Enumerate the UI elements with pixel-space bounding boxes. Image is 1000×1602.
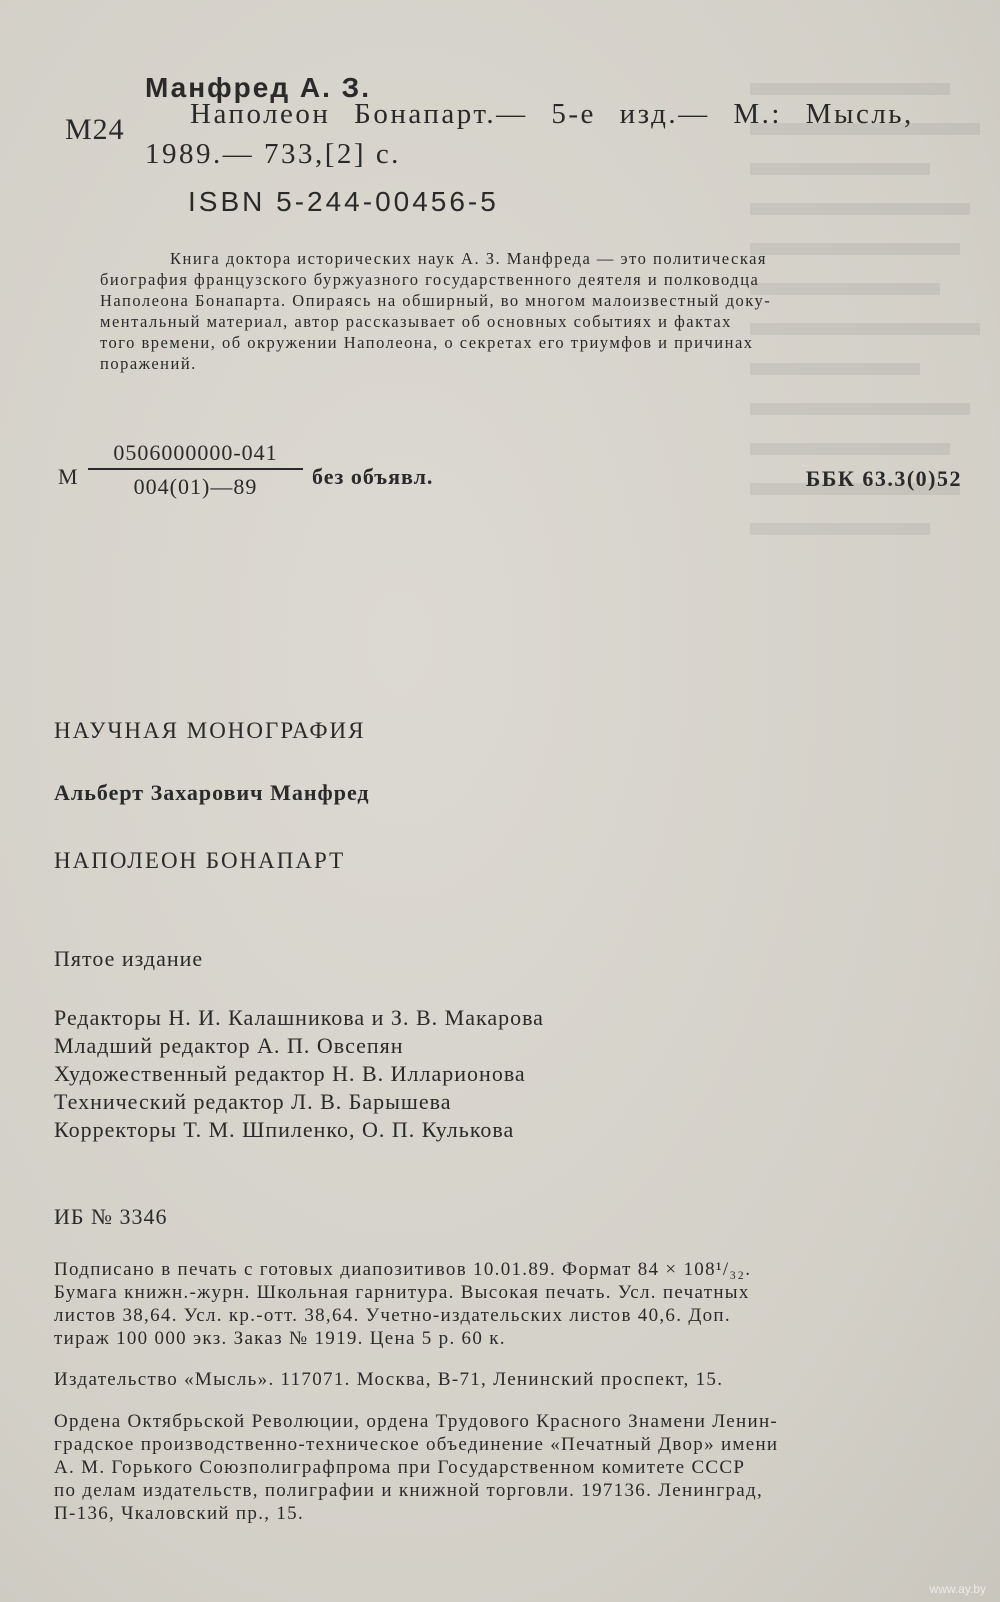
annotation-line: биография французского буржуазного государственного деятеля и полководца <box>100 270 760 289</box>
editor-line: Корректоры Т. М. Шпиленко, О. П. Кулькова <box>54 1117 515 1142</box>
publisher: Издательство «Мысль». 117071. Москва, В-71, Ленинский проспект, 15. <box>54 1369 724 1390</box>
print-details <box>54 1258 954 1350</box>
fraction-numerator: 0506000000-041 <box>88 440 303 470</box>
print-detail-line: Бумага книжн.-журн. Школьная гарнитура. Высокая печать. Усл. печатных <box>54 1282 750 1303</box>
annotation-line: поражений. <box>100 354 197 373</box>
annotation-line: Наполеона Бонапарта. Опираясь на обширный, во многом малоизвестный доку- <box>100 291 772 310</box>
book-title: НАПОЛЕОН БОНАПАРТ <box>54 848 346 873</box>
author-full: Альберт Захарович Манфред <box>54 780 370 805</box>
fraction-denominator: 004(01)—89 <box>133 474 258 499</box>
bbk-code: ББК 63.3(0)52 <box>805 466 962 491</box>
watermark: www.ay.by <box>929 1582 986 1596</box>
catalog-title-line: Наполеон Бонапарт.— 5-е изд.— М.: Мысль, <box>190 98 914 130</box>
edition: Пятое издание <box>54 946 204 971</box>
catalog-author: Манфред А. З. <box>145 72 371 103</box>
printer-line: П-136, Чкаловский пр., 15. <box>54 1503 304 1524</box>
annotation-line: ментальный материал, автор рассказывает об основных событиях и фактах <box>100 312 732 331</box>
editor-line: Художественный редактор Н. В. Илларионова <box>54 1061 526 1086</box>
printer-line: Ордена Октябрьской Революции, ордена Трудового Красного Знамени Ленин- <box>54 1411 779 1432</box>
ib-number: ИБ № 3346 <box>54 1204 168 1229</box>
editor-line: Редакторы Н. И. Калашникова и З. В. Макарова <box>54 1005 544 1030</box>
print-detail-line: листов 38,64. Усл. кр.-отт. 38,64. Учетно-издательских листов 40,6. Доп. <box>54 1305 731 1326</box>
classification-letter: М <box>58 464 79 489</box>
annotation-line: Книга доктора исторических наук А. З. Манфреда — это политическая <box>170 249 768 268</box>
printer-line: А. М. Горького Союзполиграфпрома при Государственном комитете СССР <box>54 1457 746 1478</box>
genre: НАУЧНАЯ МОНОГРАФИЯ <box>54 718 366 743</box>
annotation <box>100 248 950 374</box>
annotation-line: того времени, об окружении Наполеона, о секретах его триумфов и причинах <box>100 333 754 352</box>
printer-line: градское производственно-техническое объединение «Печатный Двор» имени <box>54 1434 779 1455</box>
classification-fraction <box>88 440 303 500</box>
print-detail-line: Подписано в печать с готовых диапозитивов 10.01.89. Формат 84 × 108¹/₃₂. <box>54 1259 752 1280</box>
editors-list <box>54 1004 544 1144</box>
classification-note: без объявл. <box>312 464 434 489</box>
catalog-code: М24 <box>65 113 125 146</box>
editor-line: Технический редактор Л. В. Барышева <box>54 1089 452 1114</box>
catalog-pub-line: 1989.— 733,[2] с. <box>145 138 401 170</box>
editor-line: Младший редактор А. П. Овсепян <box>54 1033 404 1058</box>
printer-line: по делам издательств, полиграфии и книжной торговли. 197136. Ленинград, <box>54 1480 764 1501</box>
print-detail-line: тираж 100 000 экз. Заказ № 1919. Цена 5 р. 60 к. <box>54 1328 506 1349</box>
catalog-isbn: ISBN 5-244-00456-5 <box>188 186 499 217</box>
printer-info <box>54 1410 934 1525</box>
